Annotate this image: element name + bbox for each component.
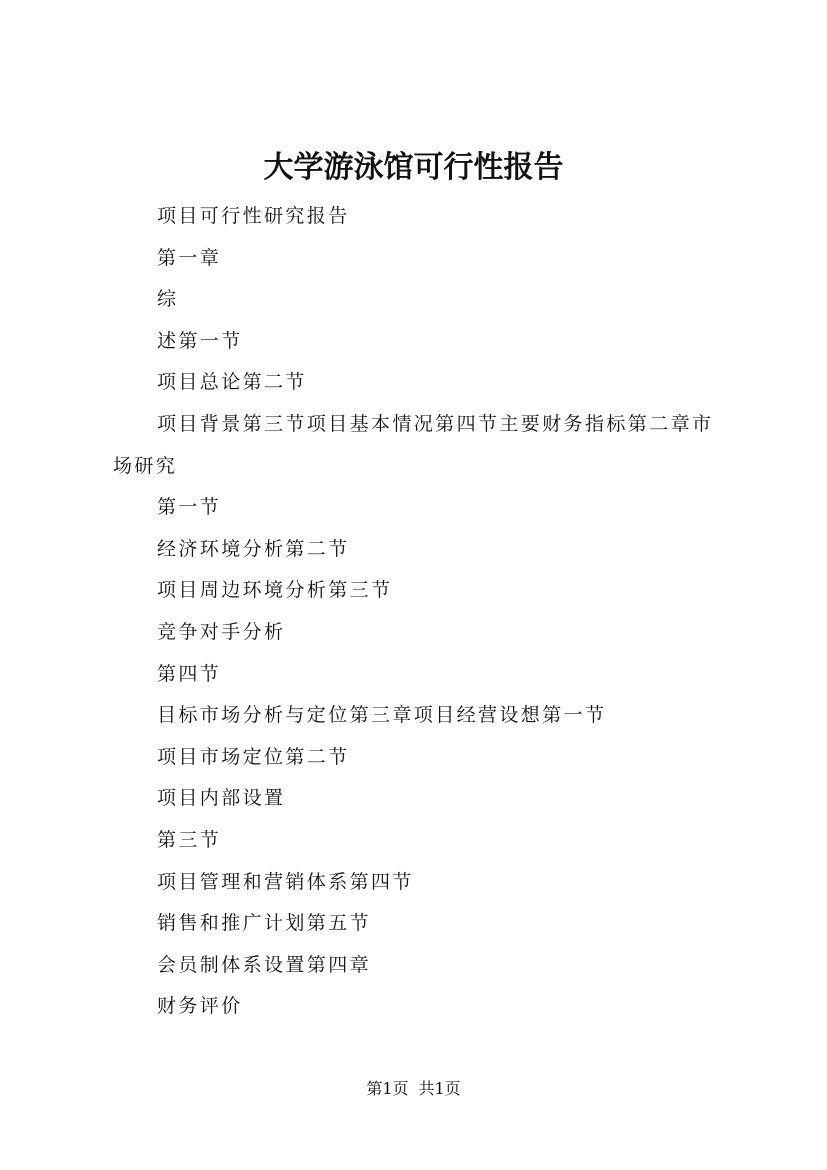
page-footer <box>0 1078 827 1100</box>
paragraph: 项目管理和营销体系第四节 <box>157 870 414 893</box>
paragraph: 财务评价 <box>157 995 243 1018</box>
paragraph: 述第一节 <box>157 329 243 352</box>
paragraph: 项目总论第二节 <box>157 371 307 394</box>
document-title: 大学游泳馆可行性报告 <box>263 150 564 185</box>
paragraph: 第三节 <box>157 828 222 851</box>
paragraph: 第四节 <box>157 662 222 685</box>
paragraph: 第一章 <box>157 246 222 269</box>
paragraph: 目标市场分析与定位第三章项目经营设想第一节 <box>157 704 607 727</box>
paragraph: 竞争对手分析 <box>157 620 286 643</box>
page-number: 第1页 <box>366 1079 409 1098</box>
paragraph: 项目市场定位第二节 <box>157 745 350 768</box>
paragraph: 经济环境分析第二节 <box>157 537 350 560</box>
paragraph: 会员制体系设置第四章 <box>157 953 372 976</box>
paragraph: 销售和推广计划第五节 <box>157 912 372 935</box>
page-total: 共1页 <box>418 1079 461 1098</box>
paragraph: 项目背景第三节项目基本情况第四节主要财务指标第二章市场研究 <box>113 412 714 477</box>
document-body <box>113 196 725 1028</box>
paragraph: 项目内部设置 <box>157 787 286 810</box>
paragraph: 综 <box>157 288 179 311</box>
paragraph: 项目可行性研究报告 <box>157 205 350 227</box>
paragraph: 项目周边环境分析第三节 <box>157 579 393 602</box>
paragraph: 第一节 <box>157 496 222 519</box>
